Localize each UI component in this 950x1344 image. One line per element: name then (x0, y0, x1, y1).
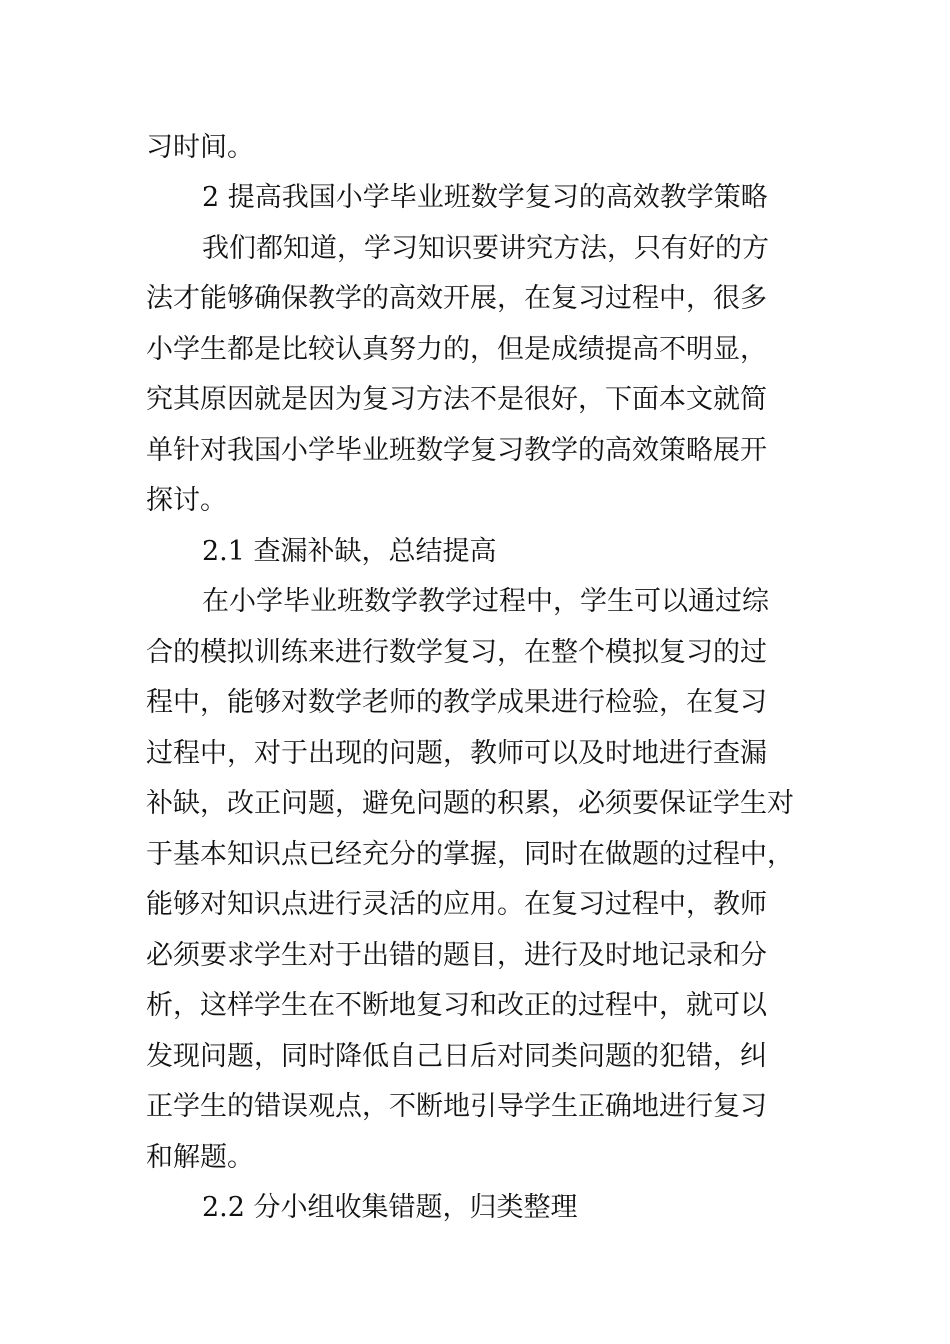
text-line: 合的模拟训练来进行数学复习，在整个模拟复习的过 (146, 637, 767, 668)
text-line: 于基本知识点已经充分的掌握，同时在做题的过程中， (146, 839, 794, 870)
text-line: 必须要求学生对于出错的题目，进行及时地记录和分 (146, 940, 767, 971)
text-line: 能够对知识点进行灵活的应用。在复习过程中，教师 (146, 889, 767, 920)
text-line: 析，这样学生在不断地复习和改正的过程中，就可以 (146, 990, 767, 1021)
text-line: 单针对我国小学毕业班数学复习教学的高效策略展开 (146, 435, 767, 466)
text-line: 法才能够确保教学的高效开展，在复习过程中，很多 (146, 283, 767, 314)
subsection-heading: 2.1 查漏补缺，总结提高 (202, 536, 497, 567)
section-heading: 2 提高我国小学毕业班数学复习的高效教学策略 (202, 182, 768, 213)
text-line: 正学生的错误观点，不断地引导学生正确地进行复习 (146, 1091, 767, 1122)
text-line: 我们都知道，学习知识要讲究方法，只有好的方 (202, 233, 769, 264)
text-line: 和解题。 (146, 1142, 254, 1173)
text-line: 过程中，对于出现的问题，教师可以及时地进行查漏 (146, 738, 767, 769)
text-line: 小学生都是比较认真努力的，但是成绩提高不明显， (146, 334, 767, 365)
text-line: 程中，能够对数学老师的教学成果进行检验，在复习 (146, 687, 767, 718)
text-line: 习时间。 (146, 132, 254, 163)
text-line: 探讨。 (146, 485, 227, 516)
text-line: 补缺，改正问题，避免问题的积累，必须要保证学生对 (146, 788, 794, 819)
text-line: 究其原因就是因为复习方法不是很好，下面本文就简 (146, 384, 767, 415)
text-line: 发现问题，同时降低自己日后对同类问题的犯错，纠 (146, 1041, 767, 1072)
subsection-heading: 2.2 分小组收集错题，归类整理 (202, 1192, 578, 1223)
text-line: 在小学毕业班数学教学过程中，学生可以通过综 (202, 586, 769, 617)
